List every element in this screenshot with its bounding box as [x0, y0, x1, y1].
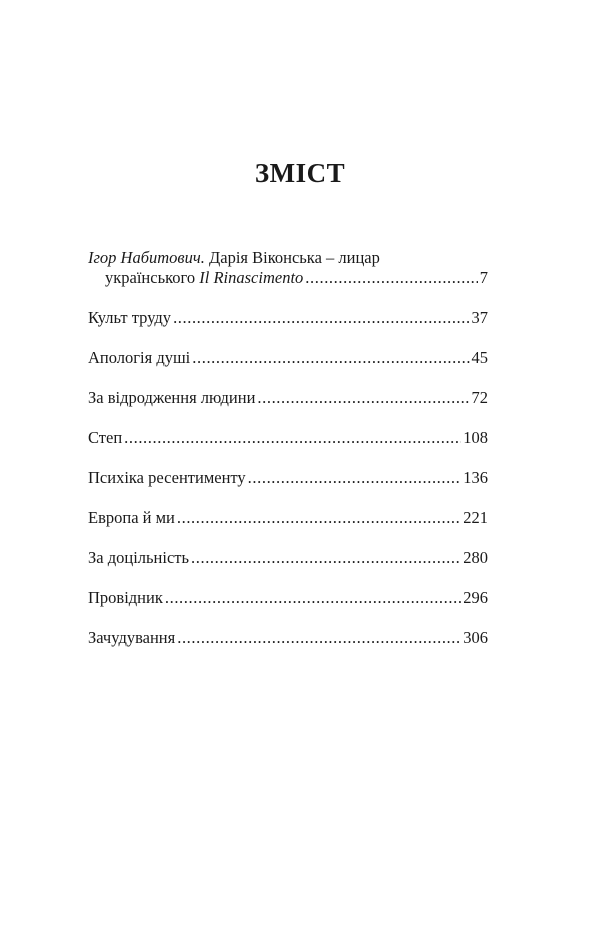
toc-entry-title: Культ труду: [88, 308, 172, 327]
dot-leader: [192, 348, 469, 368]
toc-entry[interactable]: [88, 428, 488, 448]
toc-entry[interactable]: [88, 548, 488, 568]
toc-page-number: 45: [471, 348, 488, 367]
toc-page-number: 7: [479, 268, 488, 287]
table-of-contents: [88, 248, 488, 648]
dot-leader: [177, 508, 461, 528]
toc-page-number: 72: [471, 388, 488, 407]
toc-entry-title-line2-italic: Il Rinascimento: [199, 268, 304, 287]
toc-entry-intro-line2: [88, 268, 488, 288]
toc-entry[interactable]: [88, 508, 488, 528]
dot-leader: [165, 588, 461, 608]
toc-entry-title: Апологія душі: [88, 348, 191, 367]
page-title: ЗМІСТ: [254, 158, 346, 188]
toc-entry-title: За відродження людини: [88, 388, 256, 407]
toc-entry-intro[interactable]: [88, 248, 488, 288]
dot-leader: [177, 628, 461, 648]
dot-leader: [173, 308, 469, 328]
toc-entry[interactable]: [88, 308, 488, 328]
toc-page-number: 136: [463, 468, 488, 487]
toc-entry-title: Степ: [88, 428, 123, 447]
toc-page-number: 37: [471, 308, 488, 327]
toc-page-number: 296: [463, 588, 488, 607]
toc-entry-intro-line1: [88, 248, 488, 268]
toc-page-number: 108: [463, 428, 488, 447]
toc-entry-author: Ігор Набитович.: [88, 248, 205, 267]
toc-entry[interactable]: [88, 468, 488, 488]
toc-entry-title-line1: Дарія Віконська – лицар: [204, 248, 380, 267]
toc-page-number: 280: [463, 548, 488, 567]
toc-page-number: 306: [463, 628, 488, 647]
dot-leader: [124, 428, 461, 448]
toc-entry-title: Психіка ресентименту: [88, 468, 246, 487]
dot-leader: [257, 388, 469, 408]
toc-entry-title: За доцільність: [88, 548, 190, 567]
toc-entry[interactable]: [88, 628, 488, 648]
dot-leader: [248, 468, 462, 488]
toc-entry-title-line2: [105, 268, 303, 288]
toc-entry-title: Зачудування: [88, 628, 176, 647]
toc-page-number: 221: [463, 508, 488, 527]
toc-entry[interactable]: [88, 388, 488, 408]
dot-leader: [191, 548, 461, 568]
toc-entry-title: Европа й ми: [88, 508, 175, 527]
toc-entry-title: Провідник: [88, 588, 163, 607]
toc-entry-title-line2-plain: українського: [105, 268, 200, 287]
toc-entry[interactable]: [88, 588, 488, 608]
toc-entry[interactable]: [88, 348, 488, 368]
dot-leader: [305, 268, 477, 288]
